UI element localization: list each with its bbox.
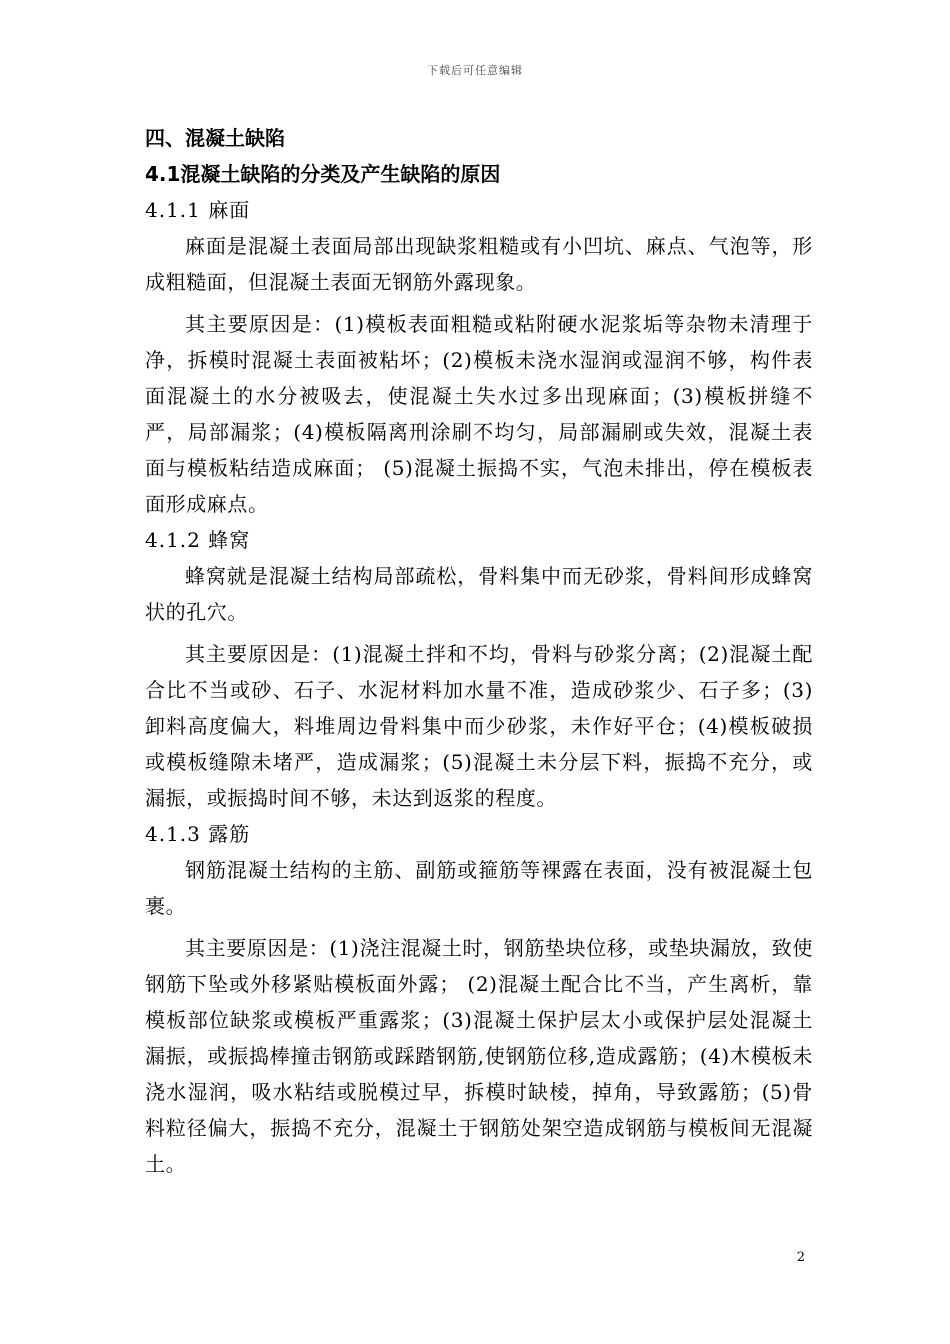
subsection-heading-exposed-rebar: 4.1.3 露筋 [145, 822, 251, 846]
chapter-heading: 四、混凝土缺陷 [145, 126, 285, 150]
paragraph-pitting-causes: 其主要原因是：(1)模板表面粗糙或粘附硬水泥浆垢等杂物未清理于净，拆模时混凝土表面被粘坏；(2)模板未浇水湿润或湿润不够，构件表面混凝土的水分被吸去，使混凝土失水过多出现麻面；(3)模板拼缝不严，局部漏浆；(4)模板隔离刑涂刷不均匀，局部漏刷或失效，混凝土表面与模板粘结造成麻面； (5)混凝土振捣不实，气泡未排出，停在模板表面形成麻点。 [145, 312, 813, 516]
subsection-heading-honeycomb: 4.1.2 蜂窝 [145, 528, 251, 552]
paragraph-honeycomb-causes: 其主要原因是：(1)混凝土拌和不均，骨料与砂浆分离；(2)混凝土配合比不当或砂、石子、水泥材料加水量不准，造成砂浆少、石子多；(3)卸料高度偏大，料堆周边骨料集中而少砂浆，未作好平仓；(4)模板破损或模板缝隙未堵严，造成漏浆；(5)混凝土未分层下料，振捣不充分，或漏振，或振捣时间不够，未达到返浆的程度。 [145, 642, 813, 810]
paragraph-honeycomb-definition: 蜂窝就是混凝土结构局部疏松，骨料集中而无砂浆，骨料间形成蜂窝状的孔穴。 [145, 564, 813, 624]
document-body [145, 118, 813, 1182]
section-heading: 4.1混凝土缺陷的分类及产生缺陷的原因 [145, 162, 501, 186]
paragraph-pitting-definition: 麻面是混凝土表面局部出现缺浆粗糙或有小凹坑、麻点、气泡等，形成粗糙面，但混凝土表面无钢筋外露现象。 [145, 234, 813, 294]
paragraph-exposed-rebar-causes: 其主要原因是：(1)浇注混凝土时，钢筋垫块位移，或垫块漏放，致使钢筋下坠或外移紧贴模板面外露； (2)混凝土配合比不当，产生离析，靠模板部位缺浆或模板严重露浆；(3)混凝土保护层太小或保护层处混凝土漏振，或振捣棒撞击钢筋或踩踏钢筋,使钢筋位移,造成露筋；(4)木模板未浇水湿润，吸水粘结或脱模过早，拆模时缺棱，掉角，导致露筋；(5)骨料粒径偏大，振捣不充分，混凝土于钢筋处架空造成钢筋与模板间无混凝土。 [145, 936, 813, 1176]
page-number: 2 [796, 1250, 805, 1265]
page-header-note: 下载后可任意编辑 [427, 64, 523, 77]
subsection-heading-pitting: 4.1.1 麻面 [145, 198, 251, 222]
paragraph-exposed-rebar-definition: 钢筋混凝土结构的主筋、副筋或箍筋等裸露在表面，没有被混凝土包裹。 [145, 858, 813, 918]
